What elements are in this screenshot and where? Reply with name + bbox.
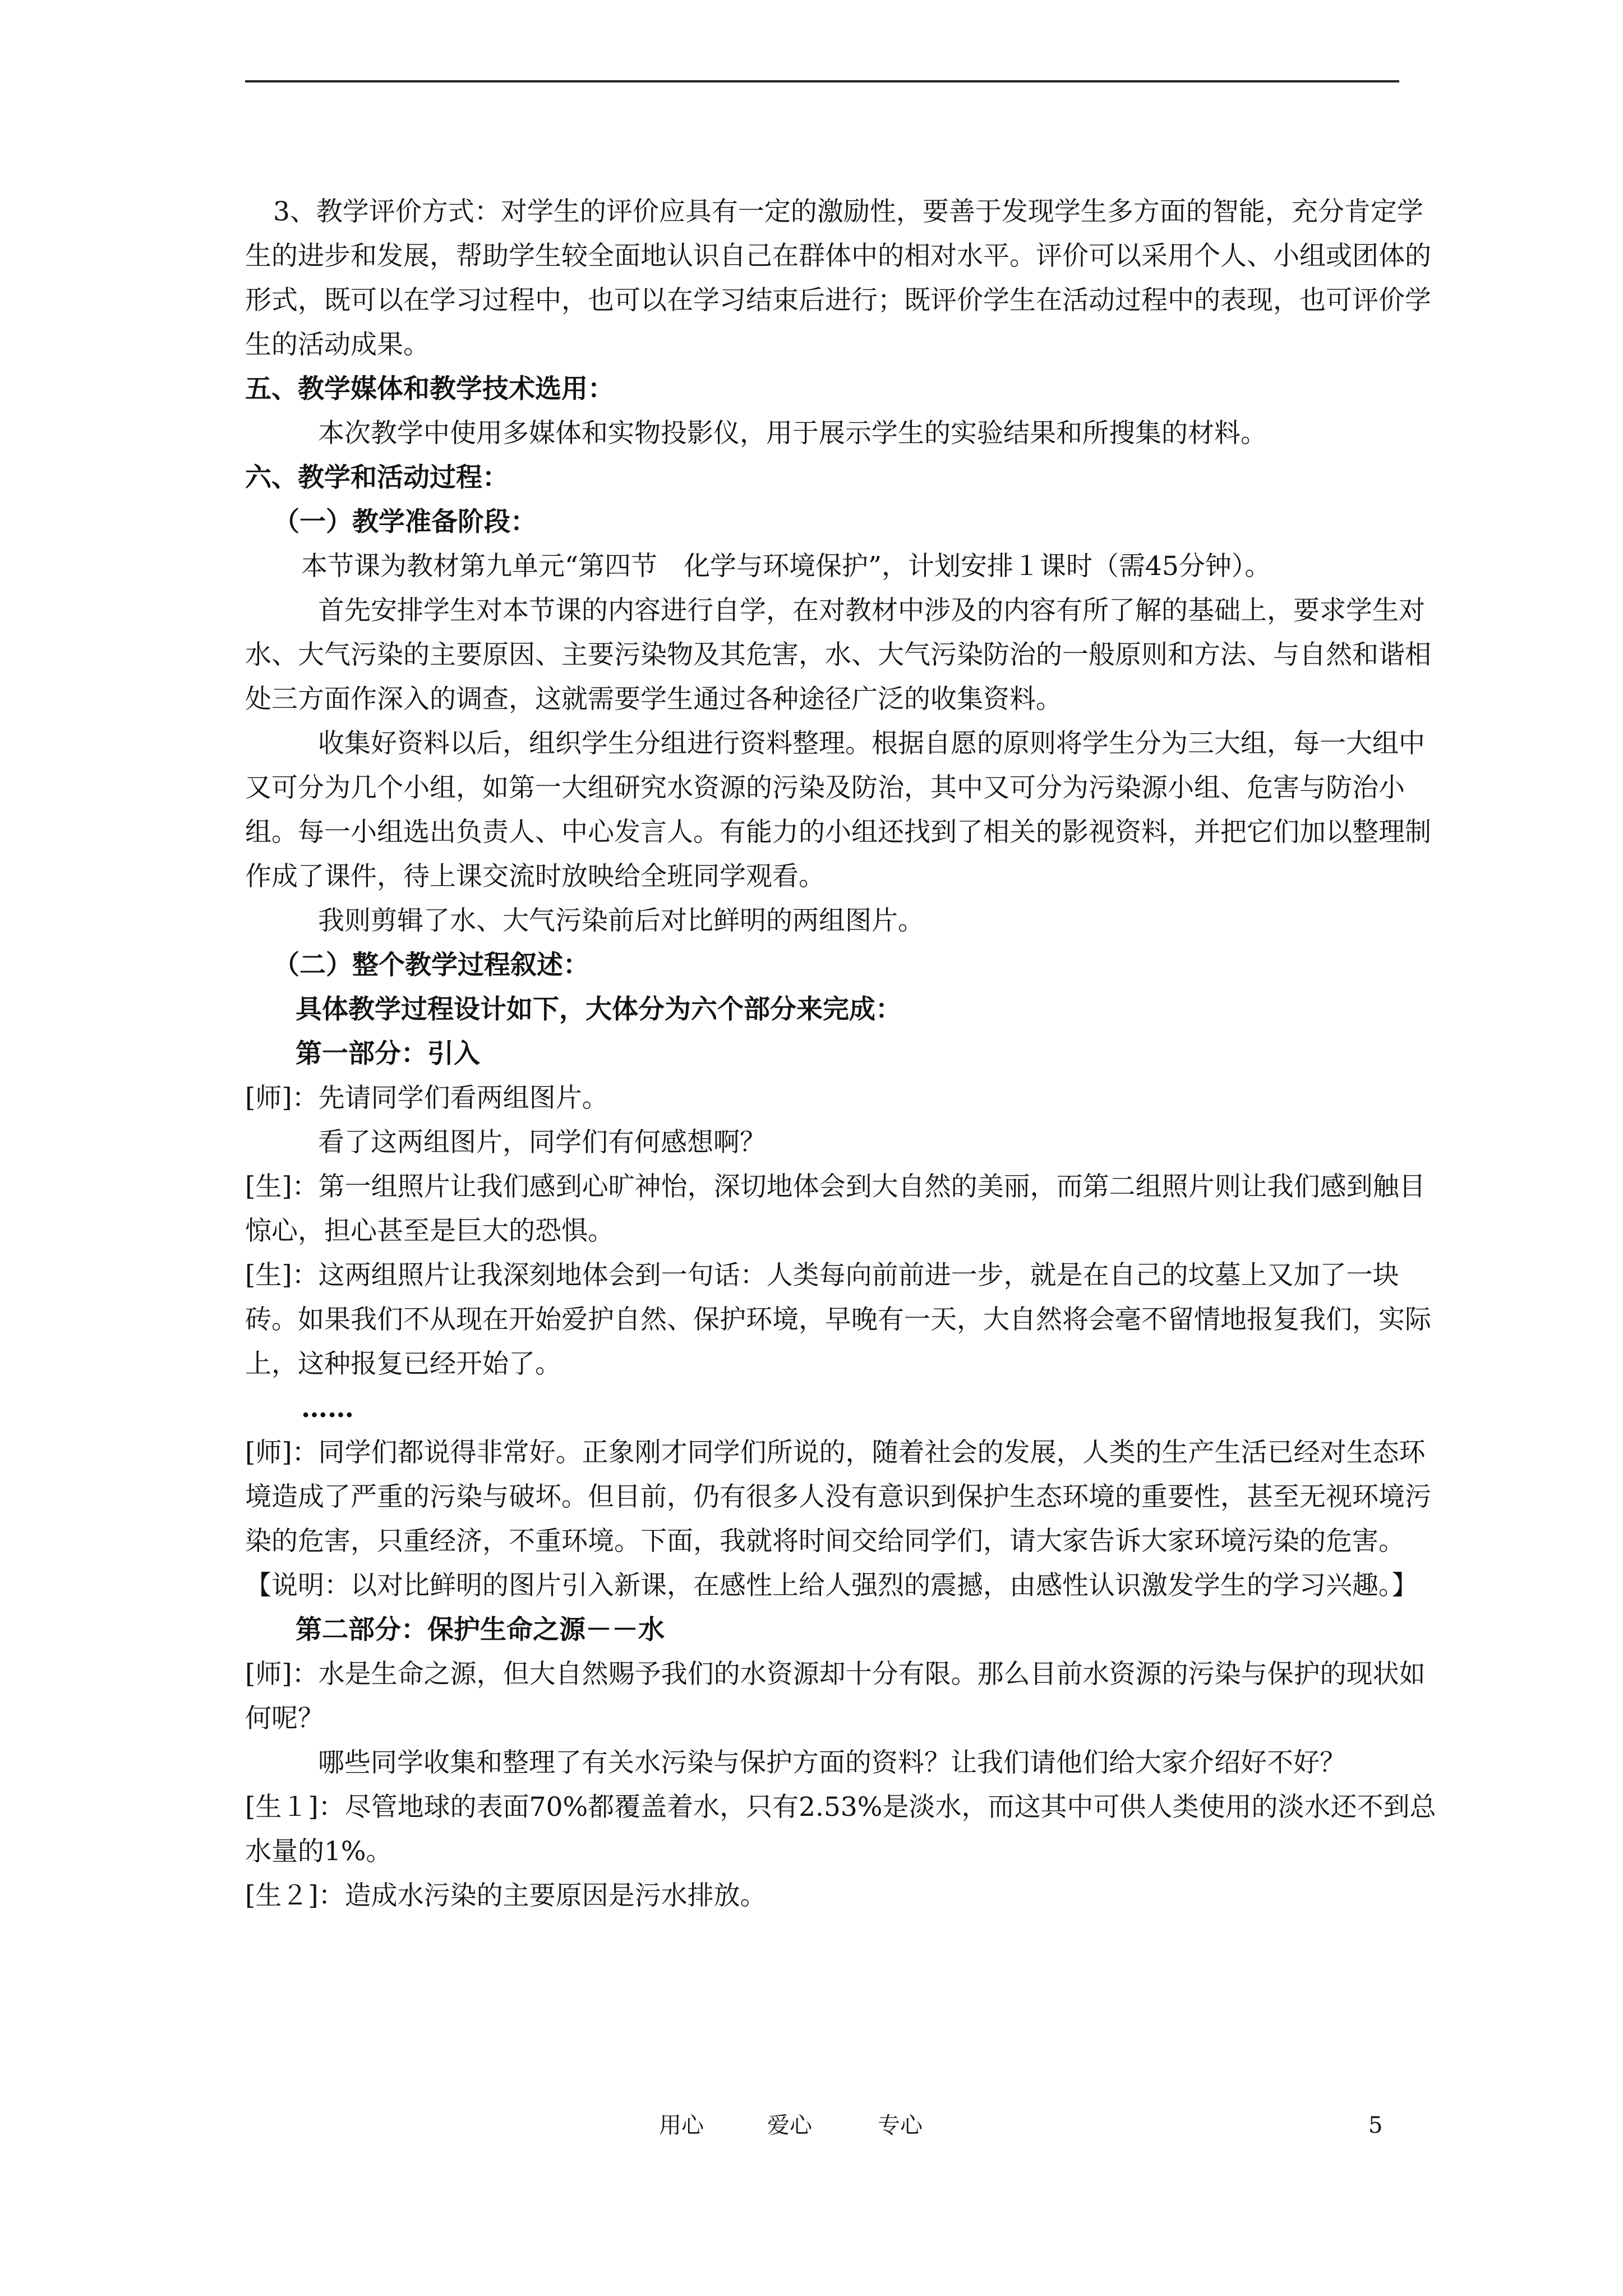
- page-number: 5: [1368, 2113, 1383, 2138]
- header-rule: [245, 80, 1399, 82]
- paragraph: [生]：第一组照片让我们感到心旷神怡，深切地体会到大自然的美丽，而第二组照片则让我们感到触目惊心，担心甚至是巨大的恐惧。: [245, 1171, 1426, 1246]
- paragraph: [生１]：尽管地球的表面70%都覆盖着水，只有2.53%是淡水，而这其中可供人类使用的淡水还不到总水量的1%。: [245, 1792, 1436, 1867]
- paragraph: 第一部分：引入: [296, 1038, 480, 1069]
- paragraph: 具体教学过程设计如下，大体分为六个部分来完成：: [296, 994, 902, 1025]
- paragraph: 哪些同学收集和整理了有关水污染与保护方面的资料？让我们请他们给大家介绍好不好？: [318, 1747, 1346, 1778]
- paragraph: 六、教学和活动过程：: [245, 462, 509, 493]
- footer-motto-1: 用心: [659, 2113, 704, 2138]
- paragraph: [师]：水是生命之源，但大自然赐予我们的水资源却十分有限。那么目前水资源的污染与保护的现状如何呢？: [245, 1659, 1426, 1734]
- paragraph: （一）教学准备阶段：: [273, 507, 537, 537]
- paragraph: 【说明：以对比鲜明的图片引入新课，在感性上给人强烈的震撼，由感性认识激发学生的学习兴趣。】: [245, 1570, 1418, 1601]
- paragraph: [生]：这两组照片让我深刻地体会到一句话：人类每向前前进一步，就是在自己的坟墓上又加了一块砖。如果我们不从现在开始爱护自然、保护环境，早晚有一天，大自然将会毫不留情地报复我们，实际上，这种报复已经开始了。: [245, 1260, 1431, 1379]
- paragraph: 3、教学评价方式：对学生的评价应具有一定的激励性，要善于发现学生多方面的智能，充分肯定学生的进步和发展，帮助学生较全面地认识自己在群体中的相对水平。评价可以采用个人、小组或团体的形式，既可以在学习过程中，也可以在学习结束后进行；既评价学生在活动过程中的表现，也可评价学生的活动成果。: [245, 196, 1431, 360]
- paragraph: 看了这两组图片，同学们有何感想啊？: [318, 1127, 766, 1158]
- paragraph: 本次教学中使用多媒体和实物投影仪，用于展示学生的实验结果和所搜集的材料。: [318, 418, 1267, 449]
- document-body: [245, 190, 1440, 1918]
- paragraph: ……: [301, 1393, 354, 1424]
- paragraph: [师]：同学们都说得非常好。正象刚才同学们所说的，随着社会的发展，人类的生产生活已经对生态环境造成了严重的污染与破坏。但目前，仍有很多人没有意识到保护生态环境的重要性，甚至无视环境污染的危害，只重经济，不重环境。下面，我就将时间交给同学们，请大家告诉大家环境污染的危害。: [245, 1437, 1431, 1557]
- footer-motto-2: 爱心: [767, 2113, 812, 2138]
- footer-motto-3: 专心: [878, 2113, 923, 2138]
- paragraph: 首先安排学生对本节课的内容进行自学，在对教材中涉及的内容有所了解的基础上，要求学生对水、大气污染的主要原因、主要污染物及其危害，水、大气污染防治的一般原则和方法、与自然和谐相处三方面作深入的调查，这就需要学生通过各种途径广泛的收集资料。: [245, 595, 1431, 715]
- paragraph: 本节课为教材第九单元“第四节 化学与环境保护”，计划安排１课时（需45分钟）。: [301, 551, 1271, 582]
- paragraph: 第二部分：保护生命之源－－水: [296, 1614, 665, 1645]
- paragraph: 我则剪辑了水、大气污染前后对比鲜明的两组图片。: [318, 905, 924, 936]
- paragraph: [生２]：造成水污染的主要原因是污水排放。: [245, 1880, 767, 1911]
- paragraph: （二）整个教学过程叙述：: [273, 950, 589, 981]
- paragraph: 五、教学媒体和教学技术选用：: [245, 374, 614, 404]
- paragraph: 收集好资料以后，组织学生分组进行资料整理。根据自愿的原则将学生分为三大组，每一大组中又可分为几个小组，如第一大组研究水资源的污染及防治，其中又可分为污染源小组、危害与防治小组。每一小组选出负责人、中心发言人。有能力的小组还找到了相关的影视资料，并把它们加以整理制作成了课件，待上课交流时放映给全班同学观看。: [245, 728, 1431, 892]
- paragraph: [师]：先请同学们看两组图片。: [245, 1083, 608, 1114]
